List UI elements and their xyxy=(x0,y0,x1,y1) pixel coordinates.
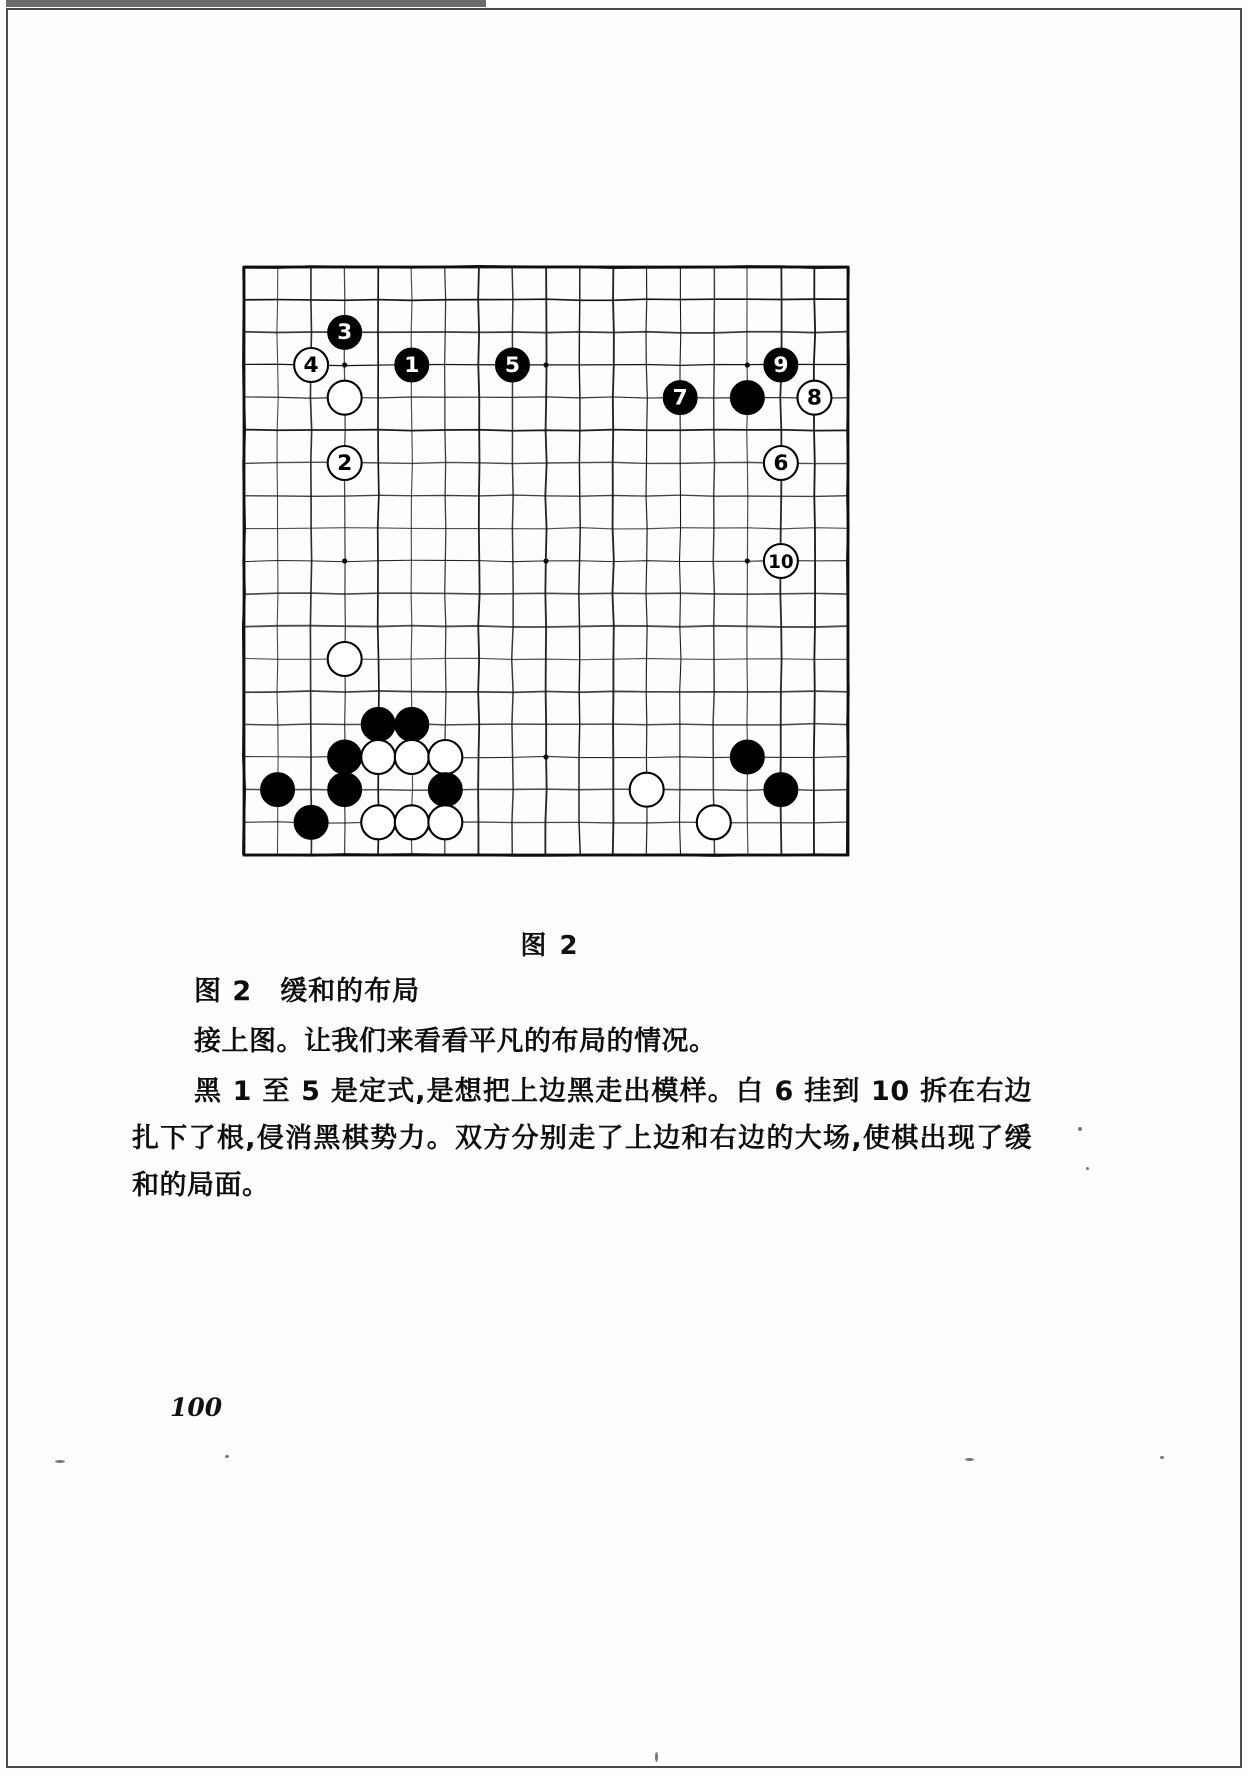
paragraph-2: 黑 1 至 5 是定式,是想把上边黑走出模样。白 6 挂到 10 拆在右边扎下了根,侵消黑棋势力。双方分别走了上边和右边的大场,使棋出现了缓和的局面。 xyxy=(132,1076,1032,1201)
paragraph-1: 接上图。让我们来看看平凡的布局的情况。 xyxy=(194,1026,717,1057)
move-stone-10 xyxy=(764,544,798,578)
stone-white xyxy=(328,642,362,676)
star-point xyxy=(543,362,548,367)
stone-white xyxy=(361,740,395,774)
scan-speck xyxy=(655,1752,658,1762)
stone-black xyxy=(764,773,798,807)
move-stone-1 xyxy=(395,348,429,382)
move-stone-7 xyxy=(663,381,697,415)
star-point xyxy=(745,558,750,563)
go-board-svg xyxy=(235,258,857,864)
scan-speck xyxy=(55,1460,65,1463)
figure-caption: 图 2 xyxy=(520,931,580,961)
move-stone-5 xyxy=(495,348,529,382)
svg-text:5: 5 xyxy=(504,352,521,378)
svg-text:4: 4 xyxy=(303,352,319,378)
star-point xyxy=(543,558,548,563)
stone-white xyxy=(428,805,462,839)
stone-black xyxy=(428,773,462,807)
page-border-right xyxy=(1240,8,1242,1768)
stone-white xyxy=(428,740,462,774)
scan-speck xyxy=(1160,1456,1164,1459)
star-point xyxy=(745,362,750,367)
stone-black xyxy=(328,740,362,774)
stone-white xyxy=(395,740,429,774)
stone-black xyxy=(261,773,295,807)
stone-black xyxy=(395,707,429,741)
stone-white xyxy=(395,805,429,839)
svg-text:6: 6 xyxy=(773,450,789,476)
svg-text:7: 7 xyxy=(672,385,688,411)
page-number: 100 xyxy=(170,1393,223,1422)
star-point xyxy=(342,362,347,367)
scan-speck xyxy=(1086,1167,1089,1170)
svg-text:2: 2 xyxy=(337,450,353,476)
stone-black xyxy=(361,707,395,741)
body-text xyxy=(132,968,1032,1212)
move-stone-6 xyxy=(764,446,798,480)
move-stone-4 xyxy=(294,348,328,382)
stone-white xyxy=(361,805,395,839)
stone-white xyxy=(697,805,731,839)
star-point xyxy=(543,754,548,759)
page-border-top xyxy=(6,8,1242,10)
stone-black xyxy=(328,773,362,807)
svg-text:3: 3 xyxy=(337,320,353,346)
move-stone-3 xyxy=(328,315,362,349)
star-point xyxy=(342,558,347,563)
svg-text:1: 1 xyxy=(404,352,420,378)
scan-speck xyxy=(225,1455,229,1458)
page-border-left xyxy=(6,8,8,1768)
stone-white xyxy=(630,773,664,807)
move-stone-8 xyxy=(797,381,831,415)
figure-title: 图 2 缓和的布局 xyxy=(194,976,421,1007)
stone-black xyxy=(730,740,764,774)
stone-black xyxy=(294,805,328,839)
scan-speck xyxy=(965,1458,974,1461)
move-stone-9 xyxy=(764,348,798,382)
page-scan-artifact xyxy=(6,0,486,7)
svg-text:10: 10 xyxy=(768,551,794,573)
stone-white xyxy=(328,381,362,415)
svg-text:9: 9 xyxy=(773,352,789,378)
scan-speck xyxy=(1078,1127,1082,1131)
go-board-diagram xyxy=(235,258,857,864)
stone-black xyxy=(730,381,764,415)
page-border-bottom xyxy=(6,1766,1242,1768)
move-stone-2 xyxy=(328,446,362,480)
svg-text:8: 8 xyxy=(806,385,823,411)
